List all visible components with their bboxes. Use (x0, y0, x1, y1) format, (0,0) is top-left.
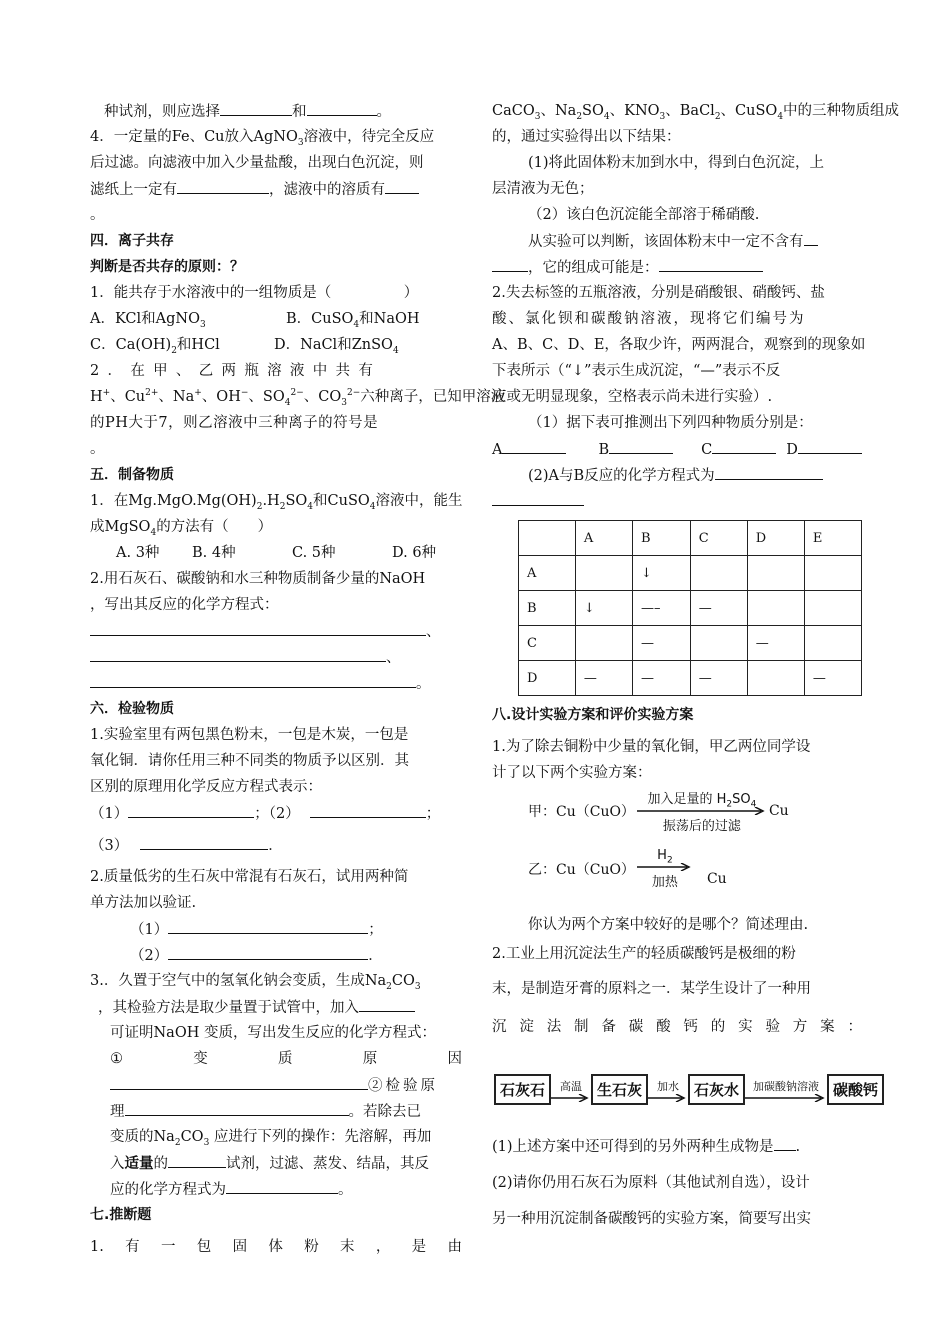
text: ， (375, 1239, 391, 1255)
text: 入 (110, 1156, 125, 1172)
flow-box: 生石灰 (591, 1074, 648, 1105)
table-cell: — (575, 661, 632, 696)
text: 4．一定量的Fe、Cu放入AgNO (90, 129, 298, 145)
text: 试剂，过滤、蒸发、结晶，其反 (226, 1156, 429, 1172)
text: 沉 (492, 1019, 507, 1035)
s8-q1-line1: 1.为了除去铜粉中少量的氧化铜，甲乙两位同学设 (492, 739, 811, 755)
arrow-label: 加热 (651, 875, 678, 890)
text: 、CuSO (720, 103, 778, 119)
answer-blank[interactable] (177, 176, 269, 194)
table-cell: —– (632, 591, 690, 626)
flow-arrow (745, 1078, 827, 1102)
right-column (492, 98, 900, 1237)
s6-q3-line8 (90, 1150, 462, 1176)
text: ，它的组成可能是： (528, 260, 659, 276)
left-column (90, 98, 506, 1260)
option-a: A．KCl和AgNO (90, 311, 200, 327)
answer-blank[interactable] (90, 644, 386, 662)
table-row (519, 556, 862, 591)
r-line7 (492, 254, 862, 280)
table-cell: A (519, 556, 576, 591)
text: 从实验可以判断，该固体粉末中一定不含有 (528, 234, 804, 250)
table-cell: — (804, 661, 861, 696)
text: 溶液中，待完全反应 (303, 129, 435, 145)
s6-q1-line4 (90, 800, 462, 826)
s6-q2-line3 (90, 916, 462, 942)
table-cell (804, 591, 861, 626)
text: 适量 (124, 1155, 154, 1172)
arrow-label: $H_2$ (657, 848, 673, 866)
r-line6 (492, 228, 862, 254)
answer-blank[interactable] (359, 994, 415, 1012)
text: （2） (130, 948, 169, 964)
text: ，滤液中的溶质有 (269, 182, 385, 198)
s4-q1: 1．能共存于水溶液中的一组物质是（ ） (90, 285, 419, 301)
s4-q2-line1: 2．在甲、乙两瓶溶液中共有 (90, 363, 382, 379)
text: C (701, 442, 713, 458)
text: 、BaCl (665, 103, 715, 119)
text: 有 (125, 1239, 140, 1255)
process-flow (494, 1074, 879, 1105)
text: (2)A与B反应的化学方程式为 (528, 468, 715, 484)
table-header-row (519, 521, 862, 556)
text: 原 (362, 1051, 378, 1067)
s6-q3-line7: 变质的$Na_2CO_3$ 应进行下列的操作：先溶解，再加 (110, 1129, 432, 1148)
s7-q1-line1 (90, 1234, 462, 1260)
s6-q1-line3: 区别的原理用化学反应方程式表示： (90, 779, 322, 795)
option-c: C. 5种 (292, 545, 336, 561)
text: 理 (110, 1104, 125, 1120)
r-q2-line1: 2.失去标签的五瓶溶液，分别是硝酸银、硝酸钙、盐 (492, 285, 825, 301)
answer-blank[interactable] (492, 488, 584, 506)
text: 。 (376, 104, 391, 120)
s4-q2-line3: 的PH大于7，则乙溶液中三种离子的符号是 (90, 415, 379, 431)
text: ： (847, 1019, 862, 1035)
arrow-icon (551, 1094, 591, 1102)
text: ②检验原 (368, 1078, 438, 1094)
s5-q1-line2: 成MgSO$_4$的方法有（ ） (90, 519, 273, 538)
s5-q2-line1: 2.用石灰石、碳酸钠和水三种物质制备少量的NaOH (90, 571, 426, 587)
flow-arrow (551, 1078, 591, 1102)
text: 、KNO (609, 103, 660, 119)
s6-q1-line2: 氧化铜．请你任用三种不同类的物质予以区别．其 (90, 753, 409, 769)
s8-q2-line1: 2.工业上用沉淀法生产的轻质碳酸钙是极细的粉 (492, 946, 796, 962)
table-cell (575, 626, 632, 661)
s5-q1-options (90, 540, 462, 566)
arrow-label: 加碳酸钠溶液 (753, 1079, 820, 1093)
text: 、Na (540, 103, 577, 119)
text: 粉 (304, 1239, 319, 1255)
s8-q2-line3 (492, 1008, 862, 1046)
text: 后过滤。向滤液中加入少量盐酸，出现白色沉淀，则 (90, 155, 424, 171)
text: 。 (416, 676, 431, 692)
text: 末 (340, 1239, 355, 1255)
table-cell: ↓ (632, 556, 690, 591)
table-cell: — (632, 661, 690, 696)
table-row (519, 591, 862, 626)
answer-blank[interactable] (128, 800, 254, 818)
q4-line3 (90, 176, 462, 202)
text: 六种离子，已知甲溶液 (360, 389, 506, 405)
answer-blank[interactable] (385, 176, 419, 194)
text: 乙：Cu（CuO） (528, 862, 635, 878)
table-cell (747, 661, 804, 696)
table-cell (804, 556, 861, 591)
answer-blank[interactable] (715, 462, 823, 480)
answer-blank[interactable] (307, 98, 377, 116)
text: ，其检验方法是取少量置于试管中，加入 (98, 1000, 359, 1016)
s8-q2-line5: (2)请你仍用石灰石为原料（其他试剂自选），设计 (492, 1175, 810, 1191)
text: 。若除去已 (348, 1104, 421, 1120)
s6-q2-line1: 2.质量低劣的生石灰中常混有石灰石，试用两种简 (90, 869, 409, 885)
s4-q1-opts-ab: A．KCl和AgNO$_3$ B．CuSO$_4$和NaOH (90, 311, 420, 330)
answer-blank[interactable] (712, 436, 776, 454)
answer-blank[interactable] (220, 98, 292, 116)
scheme-jia (492, 786, 862, 836)
s8-q2-line4 (492, 1129, 862, 1165)
table-cell: — (690, 661, 747, 696)
text: (1)上述方案中还可得到的另外两种生成物是 (492, 1139, 774, 1155)
s6-q1-line1: 1.实验室里有两包黑色粉末，一包是木炭，一包是 (90, 727, 409, 743)
table-cell: C (519, 626, 576, 661)
text: Cu (706, 871, 727, 887)
section-8-title: 八.设计实验方案和评价实验方案 (492, 707, 694, 723)
table-cell: C (690, 521, 747, 556)
s8-q1-line3: 你认为两个方案中较好的是哪个？简述理由. (528, 917, 809, 933)
text: 淀 (519, 1019, 534, 1035)
s6-q3-line5 (90, 1072, 462, 1098)
answer-blank[interactable] (226, 1176, 338, 1194)
r-line5: （2）该白色沉淀能全部溶于稀硝酸. (528, 207, 760, 223)
answer-blank[interactable] (168, 1150, 226, 1168)
table-cell (747, 556, 804, 591)
text: 因 (447, 1051, 462, 1067)
option-d: D．NaCl和ZnSO (274, 337, 393, 353)
s6-q3-line6 (90, 1098, 462, 1124)
text: 应的化学方程式为 (110, 1182, 226, 1198)
r-q2-line4: 下表所示（“↓”表示生成沉淀，“—”表示不反 (492, 363, 781, 379)
text: （1） (130, 922, 169, 938)
text: 种试剂，则应选择 (104, 104, 220, 120)
text: 案 (820, 1019, 835, 1035)
section-4-subtitle: 判断是否共存的原则：？ (90, 259, 244, 275)
text: 的 (153, 1156, 168, 1172)
text: A (492, 442, 503, 458)
text: D (786, 442, 798, 458)
r-q2-line7 (492, 462, 862, 488)
text: 制 (574, 1019, 589, 1035)
s6-q3-line3: 可证明NaOH 变质，写出发生反应的化学方程式： (110, 1025, 436, 1041)
table-cell: E (804, 521, 861, 556)
text: ． (268, 838, 283, 854)
text: ； (425, 806, 441, 822)
option-a: A. 3种 (116, 545, 160, 561)
text: CaCO (492, 103, 535, 119)
table-cell (519, 521, 576, 556)
s6-q2-line2: 单方法加以验证. (90, 895, 197, 911)
table-cell: A (575, 521, 632, 556)
table-cell: ↓ (575, 591, 632, 626)
text: 变质的Na (110, 1129, 175, 1145)
r-line3: (1)将此固体粉末加到水中，得到白色沉淀，上 (528, 155, 825, 171)
answer-blank[interactable] (168, 942, 368, 960)
s4-q1-opts-cd: C．$Ca(OH)_2$和HCl D．NaCl和ZnSO$_4$ (90, 337, 399, 356)
text: 1. (90, 1239, 104, 1255)
option-b: B．CuSO (286, 311, 354, 327)
text: 质 (278, 1051, 293, 1067)
text: 包 (196, 1239, 212, 1255)
answer-blank[interactable] (659, 254, 763, 272)
text: 变 (193, 1051, 208, 1067)
flow-arrow (648, 1078, 688, 1102)
table-cell (804, 626, 861, 661)
arrow-icon (637, 863, 693, 871)
text: 酸 (656, 1019, 671, 1035)
text: 、 (386, 650, 401, 666)
section-5-title: 五．制备物质 (90, 467, 174, 483)
s6-q3-line1: 3.．久置于空气中的氢氧化钠会变质，生成$Na_2CO_3$ (90, 973, 421, 992)
answer-blank[interactable] (110, 1072, 368, 1090)
text: 和NaOH (359, 311, 420, 327)
text: 验 (765, 1019, 780, 1035)
r-q2-line6: （1）据下表可推测出下列四种物质分别是： (528, 415, 813, 431)
reaction-table (518, 520, 862, 696)
q4-line4 (90, 202, 462, 228)
s6-q3-line2 (90, 994, 462, 1020)
text: 、 (426, 624, 441, 640)
q4-line2 (90, 150, 462, 176)
text: 甲：Cu（CuO） (528, 804, 635, 820)
text: 和HCl (176, 337, 220, 353)
answer-blank[interactable] (168, 916, 368, 934)
s6-q1-line5 (90, 832, 462, 858)
s4-q2-line4: 。 (90, 441, 105, 457)
answer-blank[interactable] (774, 1133, 796, 1151)
table-cell: D (519, 661, 576, 696)
answer-blank[interactable] (502, 436, 566, 454)
arrow-label: 振荡后的过滤 (662, 819, 741, 834)
table-cell: D (747, 521, 804, 556)
text: 。 (338, 1182, 353, 1198)
text: 备 (601, 1019, 616, 1035)
table-cell: — (747, 626, 804, 661)
text: 由 (447, 1239, 462, 1255)
section-4-title: 四．离子共存 (90, 233, 174, 249)
arrow-label: 加水 (657, 1079, 680, 1093)
table-cell: — (690, 591, 747, 626)
r-line1: CaCO$_3$、$Na_2SO_4$、$KNO_3$、BaCl$_2$、CuSO$_4$中的三种物质组成 (492, 103, 900, 122)
text: B (598, 442, 610, 458)
text: （3） (90, 838, 129, 854)
q3-end-line (90, 98, 462, 124)
answer-blank[interactable] (492, 254, 528, 272)
option-b: B. 4种 (192, 545, 236, 561)
answer-blank[interactable] (609, 436, 673, 454)
reaction-arrow (637, 848, 693, 890)
table-cell: B (519, 591, 576, 626)
text: 的方法有（ ） (156, 519, 273, 535)
s5-q1-line1: 1．在$Mg.MgO.Mg(OH)_2.H_2SO_4$和CuSO$_4$溶液中，能生 (90, 493, 463, 512)
text: ． (368, 948, 383, 964)
table-row (519, 626, 862, 661)
text: ① (110, 1051, 123, 1067)
reaction-arrow (637, 788, 767, 834)
text: 和CuSO (313, 493, 370, 509)
s6-q2-line4 (90, 942, 462, 968)
text: 3.．久置于空气中的氢氧化钠会变质，生成Na (90, 973, 387, 989)
r-line2: 的，通过实验得出以下结果： (492, 129, 681, 145)
text: . (795, 1139, 801, 1155)
text: 固 (232, 1239, 248, 1255)
flow-box: 碳酸钙 (827, 1074, 884, 1105)
r-q2-line8 (492, 488, 862, 514)
section-6-title: 六．检验物质 (90, 701, 174, 717)
s8-q1-line2: 计了以下两个实验方案： (492, 765, 652, 781)
answer-blank[interactable] (90, 618, 426, 636)
text: 一 (160, 1239, 176, 1255)
table-cell (747, 591, 804, 626)
s5-answer-2 (90, 644, 462, 670)
text: ； (368, 922, 383, 938)
flow-box: 石灰水 (688, 1074, 745, 1105)
table-cell (575, 556, 632, 591)
text: 的 (710, 1019, 726, 1035)
scheme-yi (492, 842, 862, 896)
text: 碳 (628, 1019, 644, 1035)
text: 。 (90, 207, 105, 223)
arrow-icon (745, 1094, 827, 1102)
arrow-label: 高温 (560, 1079, 583, 1093)
r-q2-line3: A、B、C、D、E，各取少许，两两混合，观察到的现象如 (492, 337, 866, 353)
s5-answer-3 (90, 670, 462, 696)
text: 滤纸上一定有 (90, 182, 177, 198)
option-d: D. 6种 (392, 545, 437, 561)
text: 加入足量的 H (647, 792, 727, 807)
text: 和 (292, 104, 307, 120)
table-cell: — (632, 626, 690, 661)
r-q2-line2: 酸、氯化钡和碳酸钠溶液，现将它们编号为 (492, 311, 806, 327)
s6-q3-line4 (90, 1046, 462, 1072)
text: SO (582, 103, 604, 119)
table-cell (690, 556, 747, 591)
text: 体 (268, 1239, 283, 1255)
text: 法 (546, 1019, 562, 1035)
option-c: C．Ca(OH) (90, 337, 172, 353)
text: 中的三种物质组成 (783, 103, 900, 119)
s6-q3-line9 (90, 1176, 462, 1202)
arrow-label: 加入足量的 $H_2SO_4$ (647, 792, 757, 810)
flow-box: 石灰石 (494, 1074, 551, 1105)
answer-blank[interactable] (804, 228, 818, 246)
text: 应进行下列的操作：先溶解，再加 (213, 1129, 432, 1145)
s5-q2-line2: ，写出其反应的化学方程式： (90, 597, 279, 613)
text: 1．在Mg.MgO.Mg(OH) (90, 493, 257, 509)
text: 方 (792, 1019, 808, 1035)
answer-blank[interactable] (140, 832, 268, 850)
text: 溶液中，能生 (375, 493, 463, 509)
s8-q2-line2: 末，是制造牙膏的原料之一．某学生设计了一种用 (492, 981, 811, 997)
text: 钙 (683, 1019, 698, 1035)
text: Cu (768, 803, 789, 819)
r-q2-line5: 应或无明显现象，空格表示尚未进行实验）. (492, 389, 773, 405)
answer-blank[interactable] (310, 800, 426, 818)
arrow-icon (648, 1094, 688, 1102)
answer-blank[interactable] (90, 670, 416, 688)
q4-line1: 4．一定量的Fe、Cu放入AgNO$_3$溶液中，待完全反应 (90, 129, 435, 148)
s8-q2-line6: 另一种用沉淀制备碳酸钙的实验方案，简要写出实 (492, 1211, 811, 1227)
table-cell: B (632, 521, 690, 556)
text: 实 (738, 1019, 753, 1035)
text: SO (732, 792, 751, 807)
text: （1） (90, 806, 129, 822)
answer-blank[interactable] (798, 436, 862, 454)
text: 是 (411, 1239, 427, 1255)
arrow-icon (637, 807, 767, 815)
section-7-title: 七.推断题 (90, 1207, 152, 1223)
r-line4: 层清液为无色； (492, 181, 594, 197)
text: ；（2） (254, 806, 300, 822)
table-row (519, 661, 862, 696)
text: H (657, 848, 667, 863)
table-cell (690, 626, 747, 661)
s4-q2-line2: H+、$Cu^{2+}$、Na+、OH−、$SO_4^{2-}$、$CO_3^{2-}$六种离子，已知甲溶液 (90, 388, 506, 408)
answer-blank[interactable] (125, 1098, 349, 1116)
text: 成MgSO (90, 519, 151, 535)
s5-answer-1 (90, 618, 462, 644)
r-q2-blanks (492, 436, 862, 462)
